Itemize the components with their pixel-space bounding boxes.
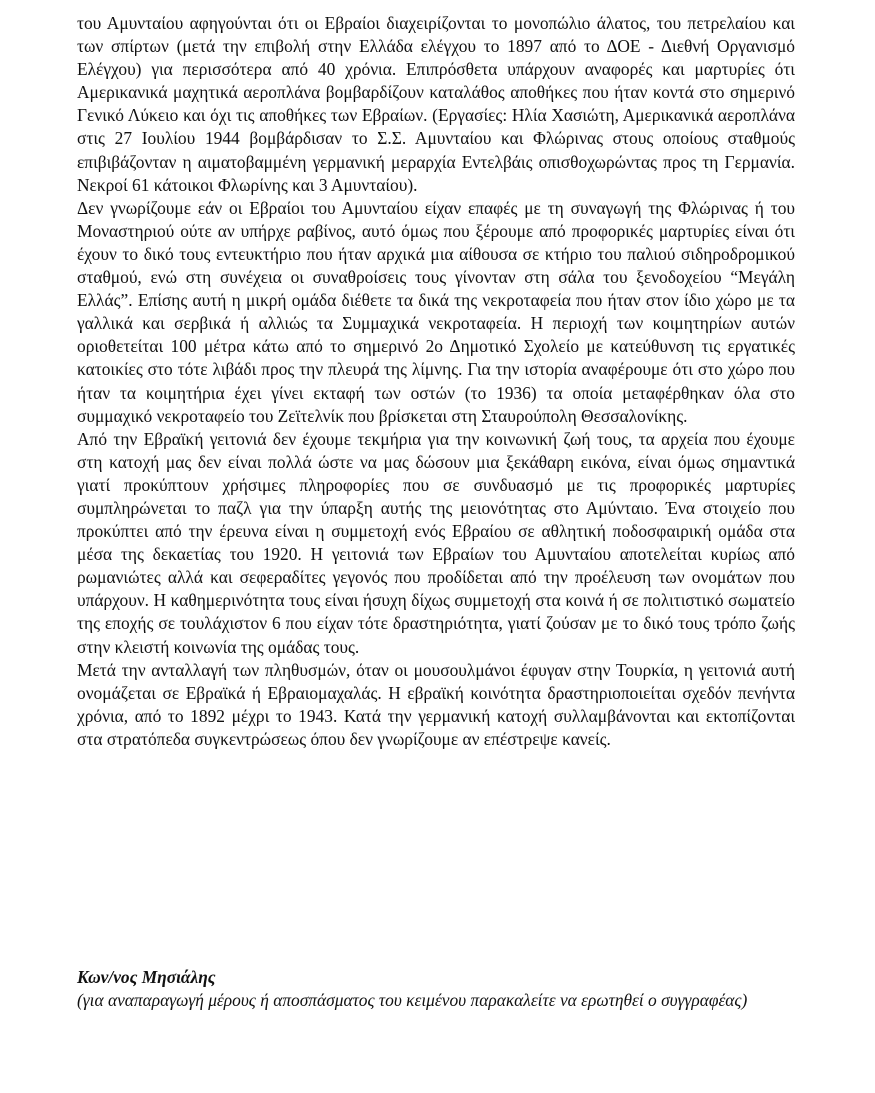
- signature-block: [77, 966, 795, 1012]
- paragraph-jewish-neighborhood: Από την Εβραϊκή γειτονιά δεν έχουμε τεκμήρια για την κοινωνική ζωή τους, τα αρχεία που έχουμε στη κατοχή μας δεν είναι πολλά ώστε να μας δώσουν μια ξεκάθαρη εικόνα, είναι όμως σημαντικά γιατί προκύπτουν χρήσιμες πληροφορίες που σε συνδυασμό με τις προφορικές μαρτυρίες συμπληρώνεται το παζλ για την ύπαρξη αυτής της μειονότητας στο Αμύνταιο. Ένα στοιχείο που προκύπτει από την έρευνα είναι η συμμετοχή ενός Εβραίου σε αθλητική ποδοσφαιρική ομάδα στα μέσα της δεκαετίας του 1920. Η γειτονιά των Εβραίων του Αμυνταίου αποτελείται κυρίως από ρωμανιώτες αλλά και σεφεραδίτες γεγονός που προδίδεται από την προέλευση των ονομάτων που υπάρχουν. Η καθημερινότητα τους είναι ήσυχη δίχως συμμετοχή στα κοινά ή σε πολιτιστικό σωματείο της εποχής σε τουλάχιστον 6 που είχαν τότε δραστηριότητα, γιατί ζούσαν με το δικό τους τρόπο ζωής στην κλειστή κοινωνία της ομάδας τους.: [77, 428, 795, 657]
- document-body: [77, 12, 795, 751]
- author-name: Κων/νος Μησιάλης: [77, 967, 216, 987]
- paragraph-population-exchange: Μετά την ανταλλαγή των πληθυσμών, όταν οι μουσουλμάνοι έφυγαν στην Τουρκία, η γειτονιά αυτή ονομάζεται σε Εβραϊκά ή Εβραιομαχαλάς. Η εβραϊκή κοινότητα δραστηριοποιείται σχεδόν πενήντα χρόνια, από το 1892 μέχρι το 1943. Κατά την γερμανική κατοχή συλλαμβάνονται και εκτοπίζονται στα στρατόπεδα συγκεντρώσεως όπου δεν γνωρίζουμε αν επέστρεψε κανείς.: [77, 659, 795, 749]
- paragraph-synagogue-cemeteries: Δεν γνωρίζουμε εάν οι Εβραίοι του Αμυνταίου είχαν επαφές με τη συναγωγή της Φλώρινας ή του Μοναστηριού ούτε αν υπήρχε ραβίνος, αυτό όμως που ξέρουμε από προφορικές μαρτυρίες είναι ότι έχουν το δικό τους εντευκτήριο που ήταν αρχικά μια αίθουσα σε κτήριο του παλιού σιδηροδρομικού σταθμού, ενώ στη συνέχεια οι συναθροίσεις τους γίνονταν στη σάλα του ξενοδοχείου “Μεγάλη Ελλάς”. Επίσης αυτή η μικρή ομάδα διέθετε τα δικά της νεκροταφεία που ήταν στον ίδιο χώρο με τα γαλλικά και σερβικά ή αλλιώς τα Συμμαχικά νεκροταφεία. Η περιοχή των κοιμητηρίων αυτών οριοθετείται 100 μέτρα κάτω από το σημερινό 2ο Δημοτικό Σχολείο με κατεύθυνση τις εργατικές κατοικίες στο τότε λιβάδι προς την πλευρά της λίμνης. Για την ιστορία αναφέρουμε ότι στο χώρο που ήταν τα κοιμητήρια έχει γίνει εκταφή των οστών (το 1936) τα οποία μεταφέρθηκαν όλα στο συμμαχικό νεκροταφείο του Ζεϊτελνίκ που βρίσκεται στη Σταυρούπολη Θεσσαλονίκης.: [77, 197, 795, 426]
- copyright-note: (για αναπαραγωγή μέρους ή αποσπάσματος του κειμένου παρακαλείτε να ερωτηθεί ο συγγραφέας): [77, 990, 748, 1010]
- paragraph-salt-monopoly: του Αμυνταίου αφηγούνται ότι οι Εβραίοι διαχειρίζονται το μονοπώλιο άλατος, του πετρελαίου και των σπίρτων (μετά την επιβολή στην Ελλάδα ελέγχου το 1897 από το ΔΟΕ - Διεθνή Οργανισμό Ελέγχου) για περισσότερα από 40 χρόνια. Επιπρόσθετα υπάρχουν αναφορές και μαρτυρίες ότι Αμερικανικά μαχητικά αεροπλάνα βομβαρδίζουν καταλάθος αποθήκες που ήταν κοντά στο σημερινό Γενικό Λύκειο και όχι τις αποθήκες των Εβραίων. (Εργασίες: Ηλία Χασιώτη, Αμερικανικά αεροπλάνα στις 27 Ιουλίου 1944 βομβάρδισαν το Σ.Σ. Αμυνταίου και Φλώρινας στους οποίους σταθμούς επιβιβάζονταν η αιματοβαμμένη γερμανική μεραρχία Εντελβάις οπισθοχωρώντας προς τη Γερμανία. Νεκροί 61 κάτοικοι Φλωρίνης και 3 Αμυνταίου).: [77, 13, 795, 195]
